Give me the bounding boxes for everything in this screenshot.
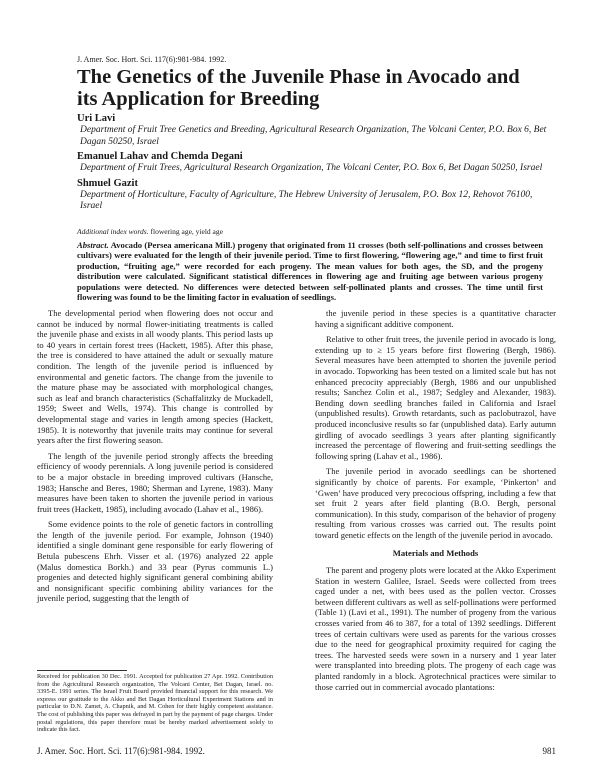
author-block <box>77 150 547 175</box>
right-column <box>315 308 556 697</box>
author-block <box>77 112 547 148</box>
body-paragraph: Some evidence points to the role of genetic factors in controlling the length of the juvenile period. For example, Johnson (1940) identified a single dominant gene responsible for early flowering of Betula pubescens Ehrh. Visser et al. (1976) analyzed 22 apple (Malus domestica Borkh.) and 33 pear (Pyrus communis L.) progenies and detected highly significant general combining ability and nonsignificant specific combining ability variances for the juvenile period, suggesting that the length of <box>37 519 273 604</box>
abstract-label: Abstract. <box>77 240 109 250</box>
body-paragraph: The length of the juvenile period strongly affects the breeding efficiency of woody perennials. A long juvenile period is considered to be a major obstacle in breeding improved cultivars (Hansche, 1983; Hansche and Beres, 1980; Sherman and Lyrene, 1983). Many measures have been taken to shorten the juvenile period in various fruit trees (Hackett, 1985), including avocado (Lahav et al., 1986). <box>37 450 273 514</box>
author-list <box>77 112 547 215</box>
page-number: 981 <box>542 746 556 756</box>
article-title: The Genetics of the Juvenile Phase in Avocado and its Application for Breeding <box>77 66 520 110</box>
index-words-label: Additional index words. <box>77 227 149 236</box>
index-words <box>77 227 223 236</box>
author-name: Shmuel Gazit <box>77 177 138 189</box>
body-paragraph: The juvenile period in avocado seedlings can be shortened significantly by choice of parents. For example, ‘Pinkerton’ and ‘Gwen’ have produced very precocious offspring, including a few that set fruit 2 years after field planting (B.O. Bergh, personal communication). In this study, comparison of the behavior of progeny resulting from various crosses was carried out. The results point toward genetic effects on the length of the juvenile period in avocado. <box>315 466 556 540</box>
abstract-text: Avocado (Persea americana Mill.) progeny that originated from 11 crosses (both self-pollinations and crosses between cultivars) were evaluated for the length of their juvenile period. Time to first flowering, “flowering age,” and time to first fruit production, “fruiting age,” were recorded for each progeny. The mean values for both ages, the SD, and the progeny distribution were calculated. Significant statistical differences in flowering age and fruiting age between various progeny populations were detected. No differences were detected between self-pollinated plants and crosses. The time until first flowering was found to be the limiting factor in evaluation of seedlings. <box>77 240 543 303</box>
body-paragraph: Relative to other fruit trees, the juvenile period in avocado is long, extending up to ≥ 15 years before first flowering (Bergh, 1986). Several measures have been attempted to shorten the juvenile period in avocado. Topworking has been tested on a limited scale but has not enhanced precocity appreciably (Bergh, 1986 and our unpublished results; Sanchez Colin et al., 1987; Sedgley and Alexander, 1983). Bending down seedling branches failed in California and Israel (unpublished results). Growth retardants, such as paclobutrazol, have produced inconclusive results so far (unpublished data). Early autumn girdling of avocado seedlings 3 years after planting significantly increased the percentage of flowering and fruit-setting seedlings the following spring (Lahav et al., 1986). <box>315 334 556 461</box>
author-name: Emanuel Lahav and Chemda Degani <box>77 151 243 163</box>
author-affiliation: Department of Horticulture, Faculty of Agriculture, The Hebrew University of Jerusalem, P.O. Box 12, Rehovot 76100, Israel <box>80 189 533 212</box>
abstract <box>77 240 543 302</box>
body-paragraph: The parent and progeny plots were located at the Akko Experiment Station in western Galilee, Israel. Seeds were collected from trees caged under a net, with bees used as the pollen vector. Crosses between different cultivars as well as self-pollinations were performed (Table 1) (Lavi et al., 1991). The number of progeny from the various crosses varied from 46 to 387, for a total of 1392 seedlings. Different trees of certain cultivars were used as parents for the various crosses due to the need for geographical proximity required for caging the trees. The harvested seeds were sown in a nursery and 1 year later were transplanted into breeding plots. The progeny of each cage was planted randomly in a block. Agrotechnical practices were similar to those carried out in commercial avocado plantations: <box>315 565 556 692</box>
author-block <box>77 177 547 213</box>
author-name: Uri Lavi <box>77 113 116 124</box>
footnote-divider <box>37 670 127 671</box>
left-column <box>37 308 273 609</box>
footnote: Received for publication 30 Dec. 1991. Accepted for publication 27 Apr. 1992. Contribution from the Agricultural Research organization, The Volcani Center, Bet Dagan, Israel. no. 3395-E. 1991 series. The Israel Fruit Board provided financial support for this research. We express our gratitude to the Akko and Bet Dagan Horticultural Experiment Stations and in particular to D.N. Zamet, A. Chapnik, and M. Cohen for their highly competent assistance. The cost of publishing this paper was defrayed in part by the payment of page charges. Under postal regulations, this paper therefore must be hereby marked advertisement solely to indicate this fact. <box>37 673 273 734</box>
section-heading: Materials and Methods <box>392 548 479 559</box>
author-affiliation: Department of Fruit Trees, Agricultural Research Organization, The Volcani Center, P.O. Box 6, Bet Dagan 50250, Israel <box>80 163 543 174</box>
author-affiliation: Department of Fruit Tree Genetics and Breeding, Agricultural Research Organization, The Volcani Center, P.O. Box 6, Bet Dagan 50250, Israel <box>80 125 547 147</box>
index-words-value: flowering age, yield age <box>150 227 223 236</box>
body-paragraph: the juvenile period in these species is a quantitative character having a significant additive component. <box>315 308 556 329</box>
footer-citation: J. Amer. Soc. Hort. Sci. 117(6):981-984. 1992. <box>37 746 205 756</box>
journal-citation-header: J. Amer. Soc. Hort. Sci. 117(6):981-984. 1992. <box>77 55 227 64</box>
body-paragraph: The developmental period when flowering does not occur and cannot be induced by normal flower-initiating treatments is called the juvenile phase and exists in all woody plants. This period lasts up to 40 years in certain forest trees (Hackett, 1985). After this phase, the tree is considered to have attained the adult or sexually mature condition. The length of the juvenile period is influenced by environmental and genetic factors. The change from the juvenile to the mature phase may be associated with morphological changes, such as leaf and branch characteristics (Schaffalitzky de Muckadell, 1959; Sweet and Wells, 1974). This change is controlled by developmental stage and varies in length among species (Hackett, 1985). It is noteworthy that juvenile traits may continue for several years after the first flowering season. <box>37 308 273 446</box>
